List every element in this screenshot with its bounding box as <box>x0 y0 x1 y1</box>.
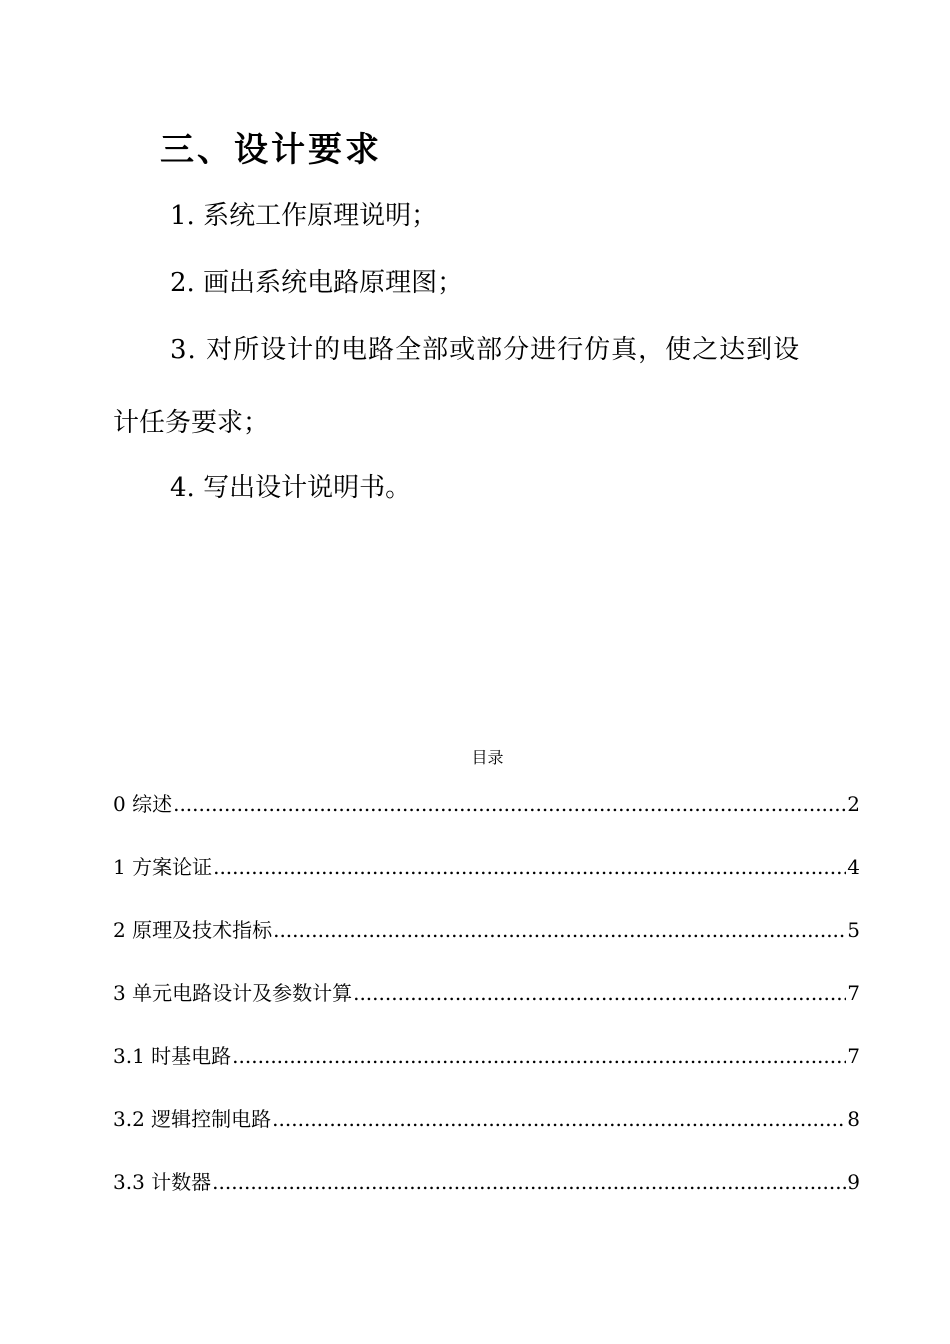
toc-entry-label: 2 原理及技术指标 <box>113 918 273 942</box>
toc-leader-dots <box>232 1038 846 1074</box>
toc-entry-page: 9 <box>847 1170 860 1194</box>
toc-entry-page: 5 <box>847 918 860 942</box>
toc-leader-dots <box>213 849 846 885</box>
toc-entry-label: 3.1 时基电路 <box>113 1044 232 1068</box>
toc-leader-dots <box>173 786 846 822</box>
section-heading: 三、设计要求 <box>160 130 382 170</box>
toc-leader-dots <box>272 1101 846 1137</box>
toc-entry-page: 2 <box>847 792 860 816</box>
toc-entry[interactable] <box>113 849 860 912</box>
toc-entry-page: 8 <box>847 1107 860 1131</box>
toc-entry-page: 7 <box>847 981 860 1005</box>
toc-entry-label: 3 单元电路设计及参数计算 <box>113 981 353 1005</box>
requirement-item-3-continued: 计任务要求； <box>113 408 270 438</box>
table-of-contents <box>113 786 860 1227</box>
requirement-item-1: 1. 系统工作原理说明； <box>170 201 438 231</box>
toc-entry[interactable] <box>113 975 860 1038</box>
toc-entry-label: 3.2 逻辑控制电路 <box>113 1107 272 1131</box>
toc-entry-label: 1 方案论证 <box>113 855 213 879</box>
requirement-item-2: 2. 画出系统电路原理图； <box>170 268 464 298</box>
toc-entry[interactable] <box>113 786 860 849</box>
requirement-item-4: 4. 写出设计说明书。 <box>170 473 412 503</box>
toc-leader-dots <box>273 912 846 948</box>
toc-entry[interactable] <box>113 1164 860 1227</box>
toc-leader-dots <box>212 1164 846 1200</box>
toc-entry-label: 0 综述 <box>113 792 173 816</box>
toc-title: 目录 <box>471 748 504 767</box>
toc-entry-page: 7 <box>847 1044 860 1068</box>
toc-entry-label: 3.3 计数器 <box>113 1170 212 1194</box>
toc-leader-dots <box>353 975 846 1011</box>
toc-entry[interactable] <box>113 912 860 975</box>
requirement-item-3: 3. 对所设计的电路全部或部分进行仿真，使之达到设 <box>170 335 801 365</box>
toc-entry-page: 4 <box>847 855 860 879</box>
toc-entry[interactable] <box>113 1038 860 1101</box>
toc-entry[interactable] <box>113 1101 860 1164</box>
